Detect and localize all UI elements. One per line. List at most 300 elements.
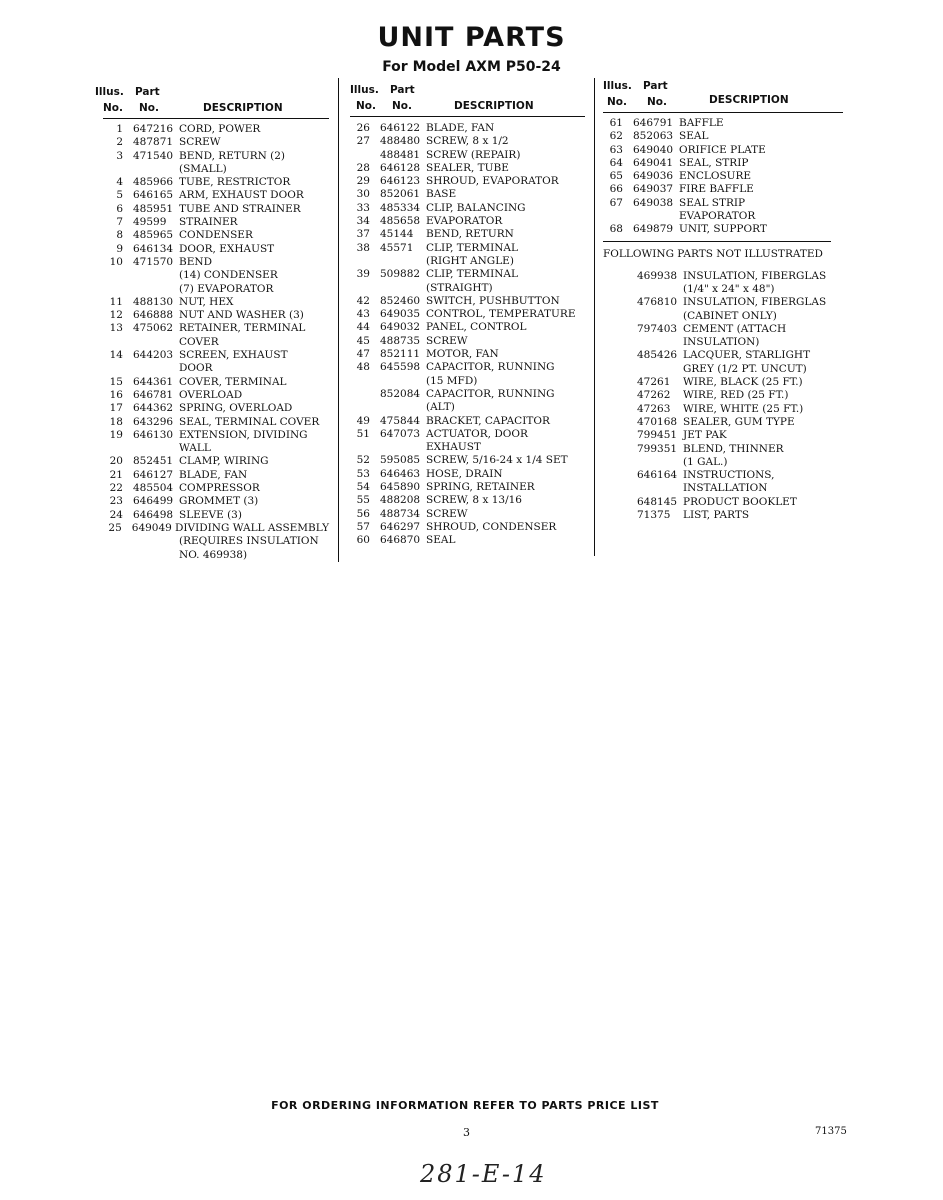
part-number: 47261 xyxy=(637,376,671,389)
part-description: (SMALL) xyxy=(179,162,227,175)
part-number: 645890 xyxy=(380,481,421,494)
illus-no xyxy=(603,210,633,223)
table-row xyxy=(603,482,843,495)
table-row xyxy=(350,149,585,162)
illus-no: 68 xyxy=(609,223,623,236)
part-description: RETAINER, TERMINAL xyxy=(179,322,306,335)
illus-no: 29 xyxy=(356,175,370,188)
part-number: 644203 xyxy=(133,349,174,362)
table-row xyxy=(103,349,329,362)
illus-no xyxy=(350,149,380,162)
part-description: CAPACITOR, RUNNING xyxy=(426,387,555,400)
part-number: 485504 xyxy=(133,482,174,495)
part-number: 852111 xyxy=(380,348,421,361)
part-number: 646134 xyxy=(133,242,174,255)
part-number: 488208 xyxy=(380,494,421,507)
header-part: Part xyxy=(135,86,160,98)
table-row xyxy=(350,348,585,361)
table-row xyxy=(103,362,329,375)
table-row xyxy=(350,175,585,188)
part-number xyxy=(133,535,179,548)
document-number: 71375 xyxy=(815,1126,847,1137)
illus-no: 2 xyxy=(116,136,123,149)
part-description: LIST, PARTS xyxy=(683,509,750,522)
header-description: DESCRIPTION xyxy=(454,100,534,112)
table-row xyxy=(103,509,329,522)
part-number xyxy=(133,442,179,455)
table-row xyxy=(103,535,329,548)
illus-no: 7 xyxy=(116,216,123,229)
part-number xyxy=(133,549,179,562)
part-description: DOOR, EXHAUST xyxy=(179,242,275,255)
part-number: 488481 xyxy=(380,148,421,161)
table-row xyxy=(103,429,329,442)
illus-no: 38 xyxy=(356,241,370,254)
illus-no: 24 xyxy=(109,508,123,521)
part-number: 799451 xyxy=(637,429,678,442)
table-row xyxy=(350,228,585,241)
part-number: 49599 xyxy=(133,216,167,229)
part-number: 595085 xyxy=(380,454,421,467)
header-part: Part xyxy=(643,80,668,92)
part-description: WALL xyxy=(179,442,211,455)
table-row xyxy=(350,268,585,281)
illus-no xyxy=(103,269,133,282)
part-description: INSULATION) xyxy=(683,336,760,349)
illus-no: 20 xyxy=(109,455,123,468)
illus-no: 57 xyxy=(356,520,370,533)
part-number: 71375 xyxy=(637,509,671,522)
table-row xyxy=(603,323,843,336)
part-number: 645598 xyxy=(380,361,421,374)
header-no: No. xyxy=(607,96,627,108)
part-description: GREY (1/2 PT. UNCUT) xyxy=(683,362,807,375)
part-number: 646164 xyxy=(637,469,678,482)
part-number: 643296 xyxy=(133,415,174,428)
illus-no: 65 xyxy=(609,170,623,183)
part-description: NUT, HEX xyxy=(179,295,234,308)
header-part-no: No. xyxy=(139,102,159,114)
part-number xyxy=(637,336,683,349)
illus-no: 5 xyxy=(116,189,123,202)
part-description: EVAPORATOR xyxy=(679,210,756,223)
part-description: SEALER, TUBE xyxy=(426,161,509,174)
table-row xyxy=(103,402,329,415)
part-number: 646781 xyxy=(133,388,174,401)
part-number: 646888 xyxy=(133,309,174,322)
column-header xyxy=(95,84,329,119)
part-number: 471540 xyxy=(133,149,174,162)
table-row xyxy=(350,215,585,228)
part-number: 485658 xyxy=(380,215,421,228)
part-number: 488735 xyxy=(380,334,421,347)
part-description: PRODUCT BOOKLET xyxy=(683,495,797,508)
illus-no: 9 xyxy=(116,242,123,255)
header-illus: Illus. xyxy=(350,84,379,96)
table-row xyxy=(603,223,831,236)
part-number: 852084 xyxy=(380,387,421,400)
illus-no: 23 xyxy=(109,495,123,508)
part-number xyxy=(637,310,683,323)
table-row xyxy=(603,389,843,402)
part-description: (1/4" x 24" x 48") xyxy=(683,282,775,295)
part-description: EVAPORATOR xyxy=(426,215,503,228)
part-number: 485965 xyxy=(133,229,174,242)
part-number: 469938 xyxy=(637,269,678,282)
part-description: SEAL, STRIP xyxy=(679,156,749,169)
part-description: SPRING, RETAINER xyxy=(426,481,535,494)
table-row xyxy=(350,415,585,428)
part-number: 649036 xyxy=(633,170,674,183)
table-row xyxy=(103,229,329,242)
part-number: 647073 xyxy=(380,427,421,440)
section-divider xyxy=(603,241,831,242)
illus-no: 28 xyxy=(356,161,370,174)
table-row xyxy=(350,135,585,148)
illus-no xyxy=(103,163,133,176)
part-description: ORIFICE PLATE xyxy=(679,143,766,156)
part-number: 475844 xyxy=(380,414,421,427)
illus-no: 8 xyxy=(116,229,123,242)
table-row xyxy=(603,310,843,323)
illus-no: 67 xyxy=(609,196,623,209)
part-description: (15 MFD) xyxy=(426,374,478,387)
part-description: SCREW, 8 x 13/16 xyxy=(426,494,522,507)
table-row xyxy=(603,509,843,522)
illus-no: 62 xyxy=(609,130,623,143)
part-description: CLAMP, WIRING xyxy=(179,455,269,468)
table-row xyxy=(350,454,585,467)
part-number: 646791 xyxy=(633,117,674,129)
table-row xyxy=(350,242,585,255)
part-description: CORD, POWER xyxy=(179,123,261,135)
table-row xyxy=(603,403,843,416)
illus-no: 54 xyxy=(356,481,370,494)
illus-no: 16 xyxy=(109,388,123,401)
illus-no: 6 xyxy=(116,202,123,215)
table-row xyxy=(350,295,585,308)
part-description: SEALER, GUM TYPE xyxy=(683,415,795,428)
part-number: 649037 xyxy=(633,183,674,196)
header-illus: Illus. xyxy=(603,80,632,92)
part-description: WIRE, WHITE (25 FT.) xyxy=(683,402,804,415)
parts-column-1 xyxy=(95,84,329,562)
table-row xyxy=(603,496,843,509)
part-number xyxy=(637,363,683,376)
part-number: 852063 xyxy=(633,130,674,143)
part-description: FIRE BAFFLE xyxy=(679,183,754,196)
part-description: BLADE, FAN xyxy=(179,468,248,481)
part-number: 646165 xyxy=(133,189,174,202)
part-number: 488480 xyxy=(380,135,421,148)
table-row xyxy=(603,197,831,210)
part-description: CLIP, TERMINAL xyxy=(426,268,518,281)
table-row xyxy=(603,210,831,223)
table-row xyxy=(350,162,585,175)
column-header xyxy=(350,82,585,117)
part-number: 646499 xyxy=(133,495,174,508)
part-number: 644362 xyxy=(133,402,174,415)
part-number: 649879 xyxy=(633,223,674,236)
part-number: 485334 xyxy=(380,201,421,214)
illus-no: 30 xyxy=(356,188,370,201)
table-row xyxy=(603,456,843,469)
part-number: 47262 xyxy=(637,389,671,402)
illus-no: 64 xyxy=(609,156,623,169)
part-number xyxy=(380,375,426,388)
table-row xyxy=(603,270,843,283)
part-description: SCREEN, EXHAUST xyxy=(179,349,288,362)
table-row xyxy=(350,428,585,441)
part-description: BEND, RETURN xyxy=(426,228,514,241)
illus-no: 51 xyxy=(356,427,370,440)
illus-no: 43 xyxy=(356,308,370,321)
part-description: INSULATION, FIBERGLAS xyxy=(683,296,827,309)
table-row xyxy=(603,157,831,170)
part-description: GROMMET (3) xyxy=(179,495,259,508)
table-row xyxy=(350,534,585,547)
part-number: 646128 xyxy=(380,161,421,174)
table-row xyxy=(350,521,585,534)
part-number: 646127 xyxy=(133,468,174,481)
table-row xyxy=(350,255,585,268)
illus-no: 49 xyxy=(356,414,370,427)
part-description: OVERLOAD xyxy=(179,388,243,401)
illus-no xyxy=(350,375,380,388)
table-row xyxy=(603,469,843,482)
table-row xyxy=(103,482,329,495)
part-number: 47263 xyxy=(637,402,671,415)
part-number: 476810 xyxy=(637,296,678,309)
part-description: SCREW, 8 x 1/2 xyxy=(426,135,509,148)
part-number: 649040 xyxy=(633,143,674,156)
illus-no: 42 xyxy=(356,294,370,307)
illus-no: 55 xyxy=(356,494,370,507)
part-number: 646463 xyxy=(380,467,421,480)
part-description: (REQUIRES INSULATION xyxy=(179,535,319,548)
part-description: JET PAK xyxy=(683,429,727,442)
part-description: TUBE AND STRAINER xyxy=(179,202,301,215)
part-number: 649049 xyxy=(131,521,172,534)
illus-no: 1 xyxy=(116,123,123,135)
part-number: 649038 xyxy=(633,196,674,209)
part-description: NO. 469938) xyxy=(179,548,248,561)
illus-no: 12 xyxy=(109,309,123,322)
illus-no: 45 xyxy=(356,334,370,347)
not-illustrated-title: FOLLOWING PARTS NOT ILLUSTRATED xyxy=(603,247,823,260)
part-description: ACTUATOR, DOOR xyxy=(426,427,528,440)
part-number xyxy=(380,401,426,414)
header-description: DESCRIPTION xyxy=(203,102,283,114)
part-description: BASE xyxy=(426,188,457,201)
header-no: No. xyxy=(356,100,376,112)
illus-no: 3 xyxy=(116,149,123,162)
part-description: BEND, RETURN (2) xyxy=(179,149,286,162)
table-row xyxy=(350,468,585,481)
part-description: ARM, EXHAUST DOOR xyxy=(179,189,304,202)
table-row xyxy=(103,216,329,229)
page-title: UNIT PARTS xyxy=(377,22,566,53)
part-number xyxy=(633,210,679,223)
part-number xyxy=(133,269,179,282)
part-description: SCREW (REPAIR) xyxy=(426,148,521,161)
table-row xyxy=(103,455,329,468)
part-number: 45571 xyxy=(380,241,414,254)
illus-no: 61 xyxy=(609,117,623,129)
part-number xyxy=(637,456,683,469)
column-header xyxy=(603,78,843,113)
table-row xyxy=(350,481,585,494)
part-number xyxy=(637,482,683,495)
illus-no: 27 xyxy=(356,135,370,148)
part-number: 485426 xyxy=(637,349,678,362)
part-number: 646498 xyxy=(133,508,174,521)
illus-no: 13 xyxy=(109,322,123,335)
part-description: SLEEVE (3) xyxy=(179,508,242,521)
part-number: 646870 xyxy=(380,534,421,547)
part-number: 649041 xyxy=(633,156,674,169)
part-description: BLEND, THINNER xyxy=(683,442,784,455)
part-description: WIRE, RED (25 FT.) xyxy=(683,389,789,402)
illus-no xyxy=(103,442,133,455)
part-description: WIRE, BLACK (25 FT.) xyxy=(683,376,803,389)
table-row xyxy=(103,136,329,149)
part-number: 485966 xyxy=(133,176,174,189)
header-illus: Illus. xyxy=(95,86,124,98)
table-row xyxy=(350,308,585,321)
part-number xyxy=(133,336,179,349)
part-number: 488734 xyxy=(380,507,421,520)
table-row xyxy=(103,176,329,189)
table-row xyxy=(350,508,585,521)
table-row xyxy=(103,376,329,389)
part-description: SPRING, OVERLOAD xyxy=(179,402,293,415)
parts-column-2 xyxy=(350,82,585,548)
part-description: SHROUD, EVAPORATOR xyxy=(426,175,559,188)
illus-no xyxy=(103,549,133,562)
table-row xyxy=(603,416,843,429)
part-number: 487871 xyxy=(133,136,174,149)
illus-no: 53 xyxy=(356,467,370,480)
illus-no xyxy=(350,388,380,401)
header-part-no: No. xyxy=(392,100,412,112)
illus-no: 15 xyxy=(109,375,123,388)
part-number: 852451 xyxy=(133,455,174,468)
part-description: BLADE, FAN xyxy=(426,122,495,134)
part-description: COVER xyxy=(179,335,219,348)
part-description: HOSE, DRAIN xyxy=(426,467,503,480)
illus-no: 48 xyxy=(356,361,370,374)
illus-no: 56 xyxy=(356,507,370,520)
illus-no: 44 xyxy=(356,321,370,334)
part-description: (RIGHT ANGLE) xyxy=(426,254,514,267)
table-row xyxy=(103,336,329,349)
model-subtitle: For Model AXM P50-24 xyxy=(382,59,561,75)
part-description: SCREW xyxy=(426,334,468,347)
illus-no: 39 xyxy=(356,268,370,281)
page-number: 3 xyxy=(463,1126,470,1139)
illus-no: 19 xyxy=(109,428,123,441)
part-number xyxy=(133,362,179,375)
illus-no: 11 xyxy=(109,295,123,308)
table-row xyxy=(350,494,585,507)
part-number: 648145 xyxy=(637,495,678,508)
part-description: CONDENSER xyxy=(179,229,253,242)
part-number: 646122 xyxy=(380,122,421,134)
illus-no xyxy=(103,362,133,375)
part-description: BAFFLE xyxy=(679,117,724,129)
part-number: 646130 xyxy=(133,428,174,441)
illus-no: 63 xyxy=(609,143,623,156)
part-description: LACQUER, STARLIGHT xyxy=(683,349,811,362)
part-number: 852061 xyxy=(380,188,421,201)
illus-no: 37 xyxy=(356,228,370,241)
part-description: TUBE, RESTRICTOR xyxy=(179,176,291,189)
part-description: CLIP, TERMINAL xyxy=(426,241,518,254)
part-number: 852460 xyxy=(380,294,421,307)
part-description: INSULATION, FIBERGLAS xyxy=(683,269,827,282)
ordering-info-footer: FOR ORDERING INFORMATION REFER TO PARTS PRICE LIST xyxy=(271,1099,659,1112)
illus-no: 26 xyxy=(356,122,370,134)
illus-no: 14 xyxy=(109,349,123,362)
table-row xyxy=(603,349,843,362)
part-number: 485951 xyxy=(133,202,174,215)
table-row xyxy=(350,335,585,348)
handwritten-note: 281-E-14 xyxy=(420,1160,547,1188)
part-description: SEAL xyxy=(426,534,456,547)
table-row xyxy=(103,163,329,176)
part-description: (7) EVAPORATOR xyxy=(179,282,274,295)
table-row xyxy=(103,389,329,402)
table-row xyxy=(603,117,831,130)
part-number: 470168 xyxy=(637,415,678,428)
part-number xyxy=(133,283,179,296)
illus-no: 66 xyxy=(609,183,623,196)
table-row xyxy=(103,549,329,562)
part-description: SCREW xyxy=(179,136,221,149)
part-number: 649035 xyxy=(380,308,421,321)
part-description: EXHAUST xyxy=(426,441,481,454)
table-row xyxy=(350,375,585,388)
table-row xyxy=(103,123,329,136)
part-description: STRAINER xyxy=(179,216,238,229)
illus-no: 18 xyxy=(109,415,123,428)
table-row xyxy=(103,150,329,163)
part-number: 471570 xyxy=(133,255,174,268)
header-part: Part xyxy=(390,84,415,96)
illus-no xyxy=(103,535,133,548)
table-row xyxy=(103,189,329,202)
table-row xyxy=(350,321,585,334)
part-number: 488130 xyxy=(133,295,174,308)
illus-no: 60 xyxy=(356,534,370,547)
table-row xyxy=(603,130,831,143)
part-description: SEAL, TERMINAL COVER xyxy=(179,415,320,428)
part-number: 646297 xyxy=(380,520,421,533)
part-description: (14) CONDENSER xyxy=(179,269,278,282)
part-description: DOOR xyxy=(179,362,213,375)
part-description: SCREW xyxy=(426,507,468,520)
table-row xyxy=(603,296,843,309)
part-number xyxy=(380,282,426,295)
table-row xyxy=(350,401,585,414)
part-description: (1 GAL.) xyxy=(683,455,728,468)
part-description: UNIT, SUPPORT xyxy=(679,223,767,236)
table-row xyxy=(103,256,329,269)
column-divider xyxy=(594,78,595,556)
table-row xyxy=(103,469,329,482)
part-number xyxy=(637,283,683,296)
